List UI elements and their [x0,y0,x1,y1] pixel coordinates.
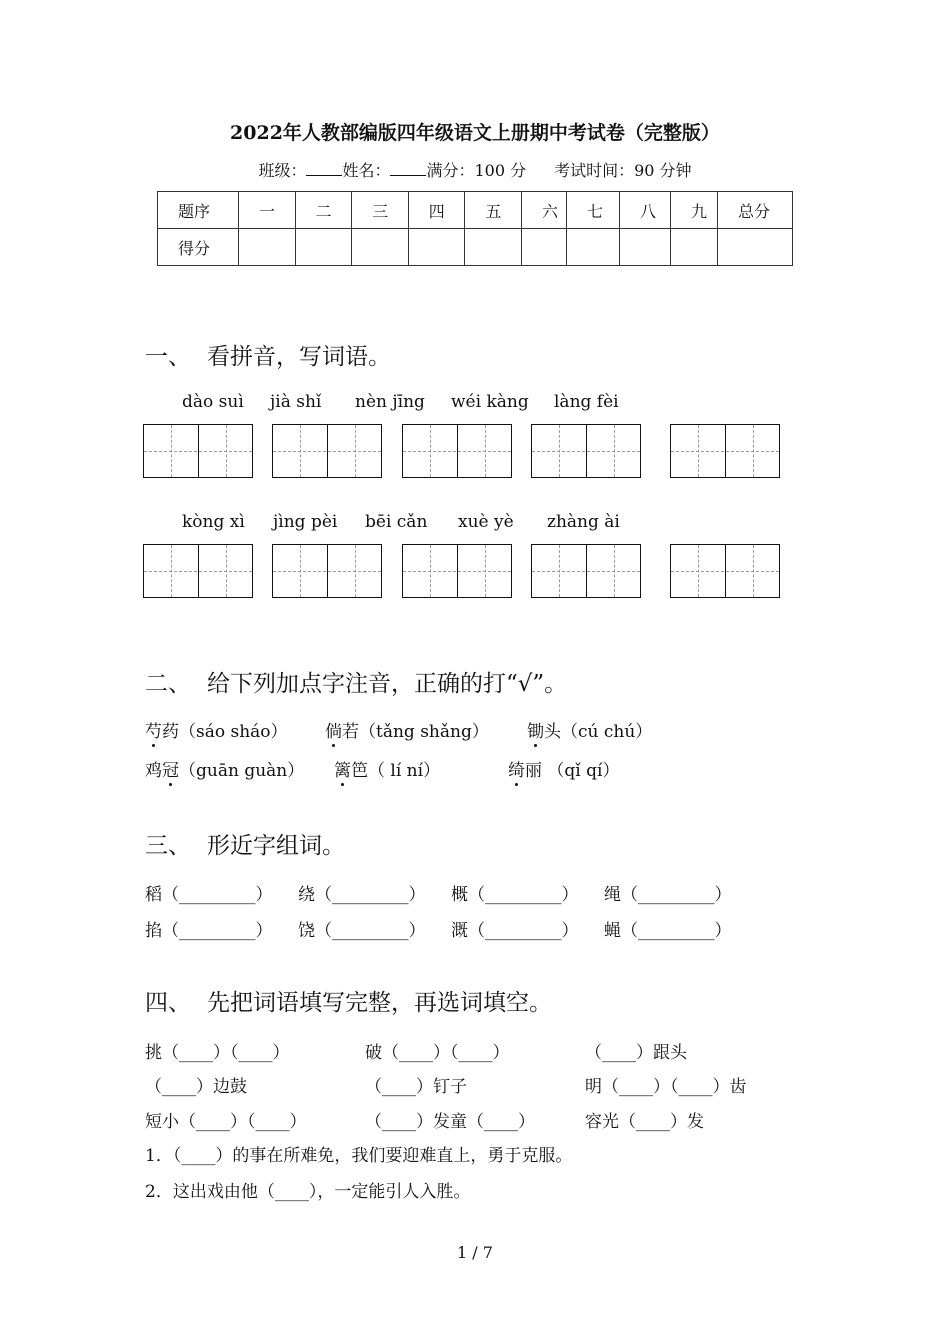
section-number: 三、 [145,833,191,859]
score-header-cell: 六 [522,192,567,229]
writing-grid[interactable] [402,544,512,598]
zhuyin-text: （guān guàn） [179,761,305,781]
section-number: 二、 [145,671,191,697]
idiom-fill-item[interactable]: 破（____）（____） [365,1043,510,1063]
section-title: 形近字组词。 [207,833,345,859]
section-1-heading [145,338,391,371]
pinyin-label: làng fèi [554,392,619,412]
pinyin-label: jìng pèi [273,512,338,532]
score-cell[interactable] [465,229,522,266]
zhuyin-item [145,717,288,742]
writing-grid[interactable] [272,544,382,598]
score-cell[interactable] [239,229,296,266]
zhuyin-item [334,756,440,781]
score-cell[interactable] [620,229,671,266]
score-header-row [158,192,793,229]
word-fill-item[interactable]: 蝇（_________） [604,921,732,941]
score-header-cell: 九 [671,192,718,229]
score-header-cell: 四 [408,192,465,229]
zhuyin-text: 丽 （qǐ qí） [525,761,620,781]
dotted-char: 倘 [325,717,342,742]
word-fill-item[interactable]: 溉（_________） [451,921,579,941]
page-title: 2022年人教部编版四年级语文上册期中考试卷（完整版） [230,122,720,144]
section-title: 给下列加点字注音，正确的打“√”。 [207,671,568,697]
page-number: 1 / 7 [457,1243,493,1262]
class-blank [306,161,342,176]
full-score: 满分：100 分 [426,161,527,180]
section-title: 先把词语填写完整，再选词填空。 [207,990,552,1016]
dotted-char: 篱 [334,756,351,781]
pinyin-label: nèn jīng [355,392,425,412]
score-cell[interactable] [522,229,567,266]
section-2-heading [145,665,567,698]
score-header-cell: 二 [295,192,352,229]
exam-info [0,158,950,181]
score-cell[interactable] [352,229,409,266]
question-2[interactable]: 2．这出戏由他（____），一定能引人入胜。 [145,1182,471,1202]
writing-grid[interactable] [531,544,641,598]
exam-time: 考试时间：90 分钟 [554,161,692,180]
score-header-cell: 八 [620,192,671,229]
idiom-fill-item[interactable]: （____）发童（____） [365,1112,535,1132]
zhuyin-item [325,717,489,742]
idiom-fill-item[interactable]: 挑（____）（____） [145,1043,290,1063]
section-number: 四、 [145,990,191,1016]
word-fill-item[interactable]: 概（_________） [451,885,579,905]
zhuyin-item [145,756,304,781]
writing-grid[interactable] [402,424,512,478]
writing-grid[interactable] [670,544,780,598]
name-label: 姓名： [342,161,391,180]
pinyin-label: jià shǐ [270,392,322,412]
score-cell[interactable] [671,229,718,266]
dotted-char: 锄 [527,717,544,742]
word-fill-item[interactable]: 绳（_________） [604,885,732,905]
zhuyin-item [508,756,619,781]
pinyin-label: kòng xì [182,512,245,532]
zhuyin-text: 头（cú chú） [544,722,653,742]
zhuyin-text: 笆（ lí ní） [351,761,441,781]
word-fill-item[interactable]: 饶（_________） [298,921,426,941]
dotted-char: 芍 [145,717,162,742]
score-header-cell: 题序 [158,192,239,229]
class-label: 班级： [258,161,307,180]
pinyin-label: zhàng ài [547,512,620,532]
writing-grid[interactable] [670,424,780,478]
section-title: 看拼音，写词语。 [207,344,391,370]
idiom-fill-item[interactable]: （____）跟头 [585,1043,687,1063]
word-fill-item[interactable]: 掐（_________） [145,921,273,941]
score-header-cell: 五 [465,192,522,229]
idiom-fill-item[interactable]: 短小（____）（____） [145,1112,307,1132]
question-1[interactable]: 1．（____）的事在所难免，我们要迎难直上，勇于克服。 [145,1146,573,1166]
pinyin-label: wéi kàng [451,392,529,412]
score-header-cell: 总分 [718,192,793,229]
name-blank [390,161,426,176]
score-cell[interactable] [295,229,352,266]
writing-grid[interactable] [272,424,382,478]
score-header-cell: 七 [567,192,620,229]
writing-grid[interactable] [143,544,253,598]
idiom-fill-item[interactable]: （____）边鼓 [145,1077,247,1097]
writing-grid[interactable] [531,424,641,478]
idiom-fill-item[interactable]: （____）钉子 [365,1077,467,1097]
zhuyin-text: 药（sáo sháo） [162,722,288,742]
idiom-fill-item[interactable]: 明（____）（____）齿 [585,1077,747,1097]
zhuyin-text: 若（tǎng shǎng） [342,722,489,742]
pinyin-label: xuè yè [458,512,514,532]
score-value-row [158,229,793,266]
score-cell[interactable] [718,229,793,266]
pinyin-label: bēi cǎn [365,512,428,532]
score-cell[interactable] [567,229,620,266]
score-table [157,191,793,266]
section-number: 一、 [145,344,191,370]
word-fill-item[interactable]: 稻（_________） [145,885,273,905]
writing-grid[interactable] [143,424,253,478]
idiom-fill-item[interactable]: 容光（____）发 [585,1112,704,1132]
score-header-cell: 一 [239,192,296,229]
word-fill-item[interactable]: 绕（_________） [298,885,426,905]
zhuyin-item [527,717,652,742]
zhuyin-prefix: 鸡 [145,761,162,781]
score-cell[interactable] [408,229,465,266]
dotted-char: 绮 [508,756,525,781]
score-header-cell: 三 [352,192,409,229]
dotted-char: 冠 [162,756,179,781]
pinyin-label: dào suì [182,392,244,412]
section-4-heading [145,984,552,1017]
section-3-heading [145,827,345,860]
score-row-label: 得分 [158,229,239,266]
